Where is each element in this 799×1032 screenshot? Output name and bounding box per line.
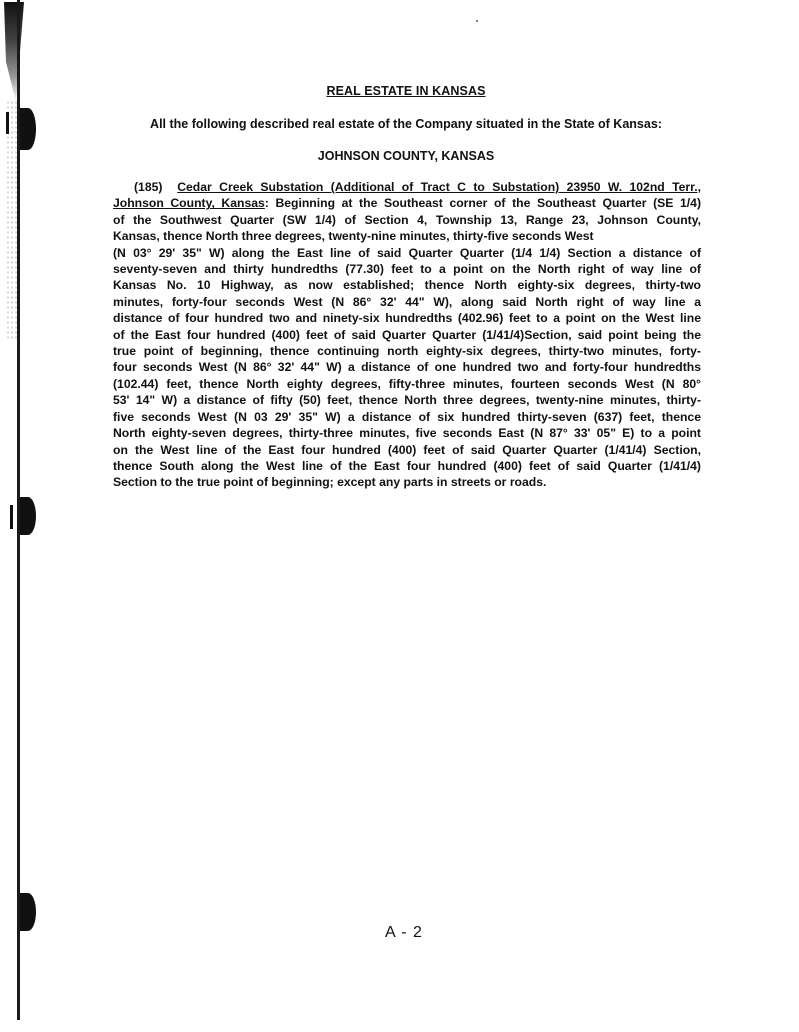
parcel-line: of the Southwest Quarter (SW 1/4) of Section 4, Township 13, Range 23, Johnson County, [113, 212, 701, 227]
parcel-line-text: Beginning at the Southeast corner of the Southeast Quarter (SE 1/4) [268, 196, 701, 211]
parcel-line: true point of beginning, thence continuing north eighty-six degrees, thirty-two minutes, forty- [113, 344, 701, 359]
scan-speckle [6, 100, 18, 340]
intro-statement: All the following described real estate of the Company situated in the State of Kansas: [150, 117, 662, 131]
stray-mark [476, 20, 478, 22]
parcel-line: Section to the true point of beginning; except any parts in streets or roads. [113, 475, 547, 490]
parcel-line: five seconds West (N 03 29' 35" W) a distance of six hundred thirty-seven (637) feet, thence [113, 409, 701, 424]
punch-hole-middle [20, 497, 36, 535]
parcel-number: (185) [134, 180, 163, 194]
parcel-line: Kansas No. 10 Highway, as now established; thence North eighty-six degrees, thirty-two [113, 278, 701, 293]
parcel-line: (102.44) feet, thence North eighty degrees, fifty-three minutes, fourteen seconds West (N 80° [113, 376, 701, 391]
document-title: REAL ESTATE IN KANSAS [326, 84, 486, 98]
parcel-line: four seconds West (N 86° 32' 44" W) a distance of one hundred two and forty-four hundredths [113, 360, 701, 375]
parcel-line: seventy-seven and thirty hundredths (77.30) feet to a point on the North right of way line of [113, 262, 701, 277]
parcel-line: 53' 14" W) a distance of fifty (50) feet, thence North three degrees, twenty-nine minutes, thirty- [113, 393, 701, 408]
parcel-line: Kansas, thence North three degrees, twenty-nine minutes, thirty-five seconds West [113, 229, 594, 244]
parcel-line: thence South along the West line of the East four hundred (400) feet of said Quarter (1/41/4) [113, 458, 701, 473]
parcel-line: minutes, forty-four seconds West (N 86° 32' 44" W), along said North right of way line a [113, 294, 701, 309]
county-heading: JOHNSON COUNTY, KANSAS [317, 149, 495, 163]
page-number: A - 2 [385, 924, 423, 941]
scan-mark [10, 505, 13, 529]
parcel-description [113, 179, 701, 491]
parcel-location: Johnson County, Kansas [113, 196, 265, 211]
parcel-line: on the West line of the East four hundred (400) feet of said Quarter Quarter (1/41/4) Section, [113, 442, 701, 457]
parcel-heading-line [113, 179, 701, 195]
parcel-colon: : [264, 196, 269, 211]
parcel-line: distance of four hundred two and ninety-six hundredths (402.96) feet to a point on the West line [113, 311, 701, 326]
parcel-line: (N 03° 29' 35" W) along the East line of said Quarter Quarter (1/4 1/4) Section a distance of [113, 245, 701, 260]
parcel-line: North eighty-seven degrees, thirty-three minutes, five seconds East (N 87° 33' 05" E) to a point [113, 426, 701, 441]
parcel-heading: Cedar Creek Substation (Additional of Tract C to Substation) 23950 W. 102nd Terr., [177, 180, 701, 194]
parcel-line: of the East four hundred (400) feet of said Quarter Quarter (1/41/4)Section, said point being the [113, 327, 701, 342]
parcel-line [113, 195, 701, 211]
